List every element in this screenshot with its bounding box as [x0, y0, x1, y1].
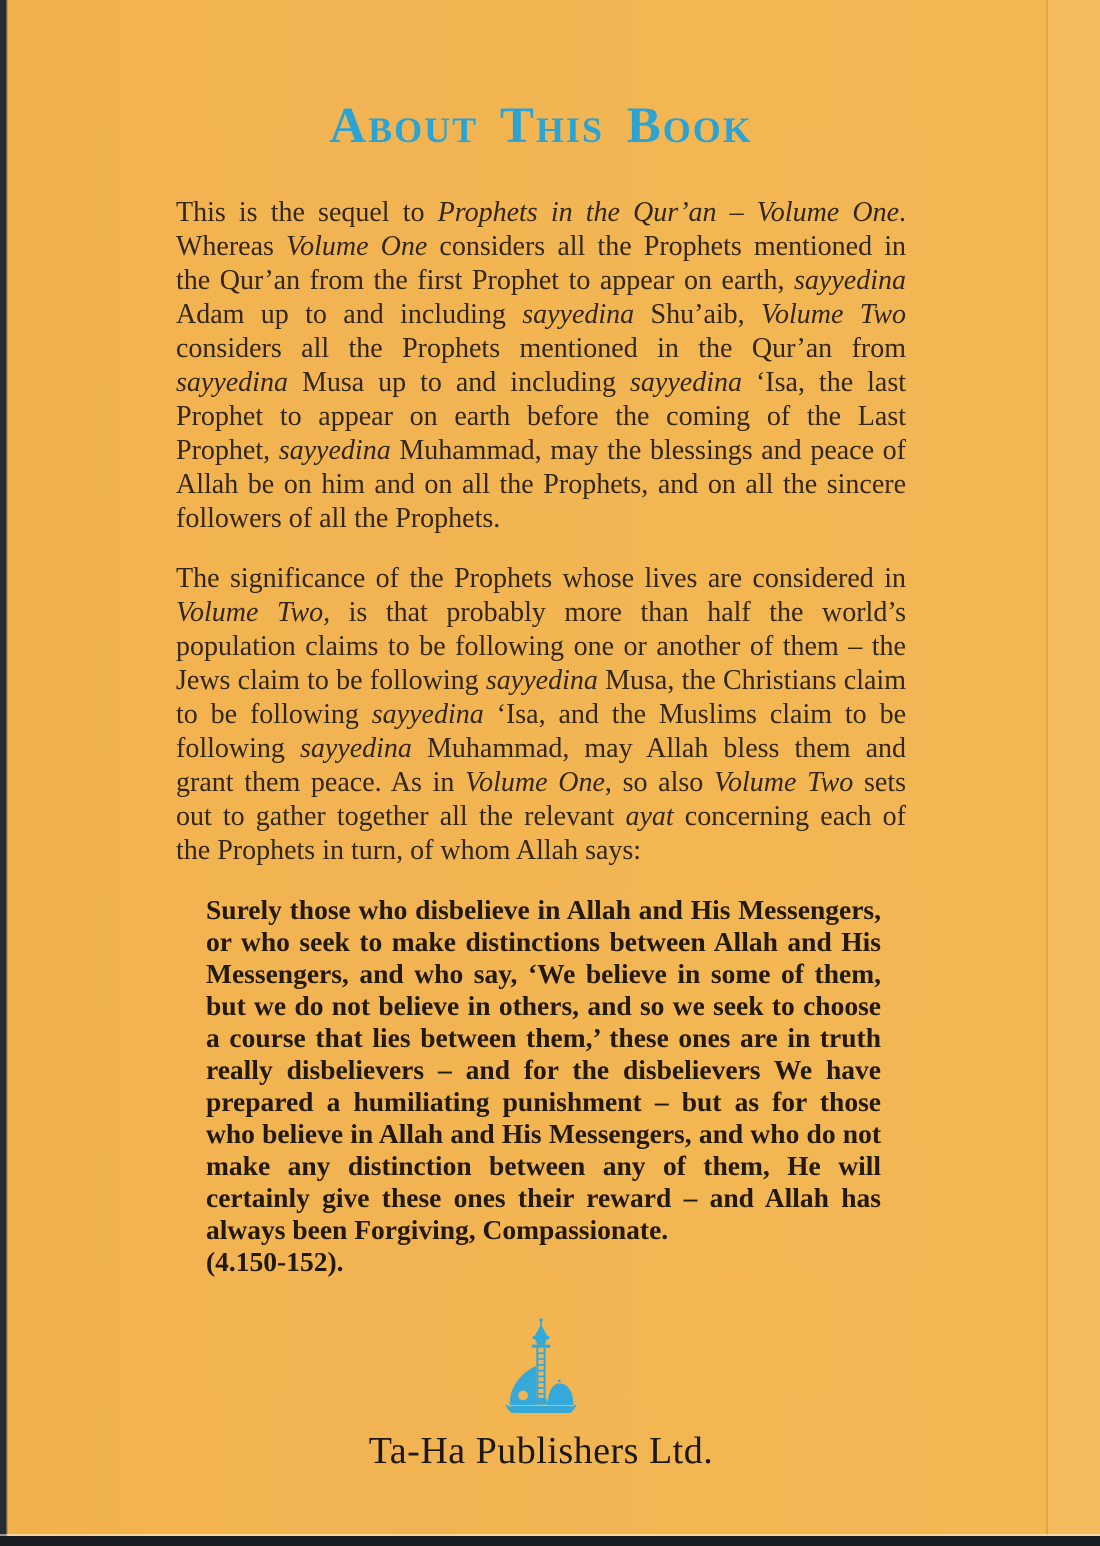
about-paragraph-1: This is the sequel to Prophets in the Qur’an – Volume One. Whereas Volume One considers all the Prophets mentioned in the Qur’an from the first Prophet to appear on earth, sayyedina Adam up to and including sayyedina Shu’aib, Volume Two considers all the Prophets mentioned in the Qur’an from sayyedina Musa up to and including sayyedina ‘Isa, the last Prophet to appear on earth before the coming of the Last Prophet, sayyedina Muhammad, may the blessings and peace of Allah be on him and on all the Prophets, and on all the sincere followers of all the Prophets.: [176, 197, 907, 534]
about-paragraph-2: The significance of the Prophets whose lives are considered in Volume Two, is that probably more than half the world’s population claims to be following one or another of them – the Jews claim to be following sayyedina Musa, the Christians claim to be following sayyedina ‘Isa, and the Muslims claim to be following sayyedina Muhammad, may Allah bless them and grant them peace. As in Volume One, so also Volume Two sets out to gather together all the relevant ayat concerning each of the Prophets in turn, of whom Allah says:: [176, 563, 906, 866]
publisher-logo: [491, 1306, 591, 1422]
scan-edge-bottom: [0, 1536, 1100, 1546]
quote-reference: (4.150-152).: [206, 1246, 344, 1277]
cover-fold-band: [1046, 0, 1100, 1546]
back-cover-content: [176, 98, 906, 1474]
scan-edge-left: [0, 0, 8, 1546]
publisher-name: Ta-Ha Publishers Ltd.: [368, 1430, 714, 1472]
page-title: About This Book: [329, 98, 753, 154]
quote-text: Surely those who disbelieve in Allah and His Messengers, or who seek to make distinctions between Allah and His Messengers, and who say, ‘We believe in some of them, but we do not believe in others, and so we seek to choose a course that lies between them,’ these ones are in truth really disbelievers – and for the disbelievers We have prepared a humiliating punishment – but as for those who believe in Allah and His Messengers, and who do not make any distinction between any of them, He will certainly give these ones their reward – and Allah has always been Forgiving, Compassionate.: [206, 894, 881, 1245]
minaret-mosque-icon: [491, 1306, 591, 1422]
quran-quote: [206, 894, 881, 1278]
